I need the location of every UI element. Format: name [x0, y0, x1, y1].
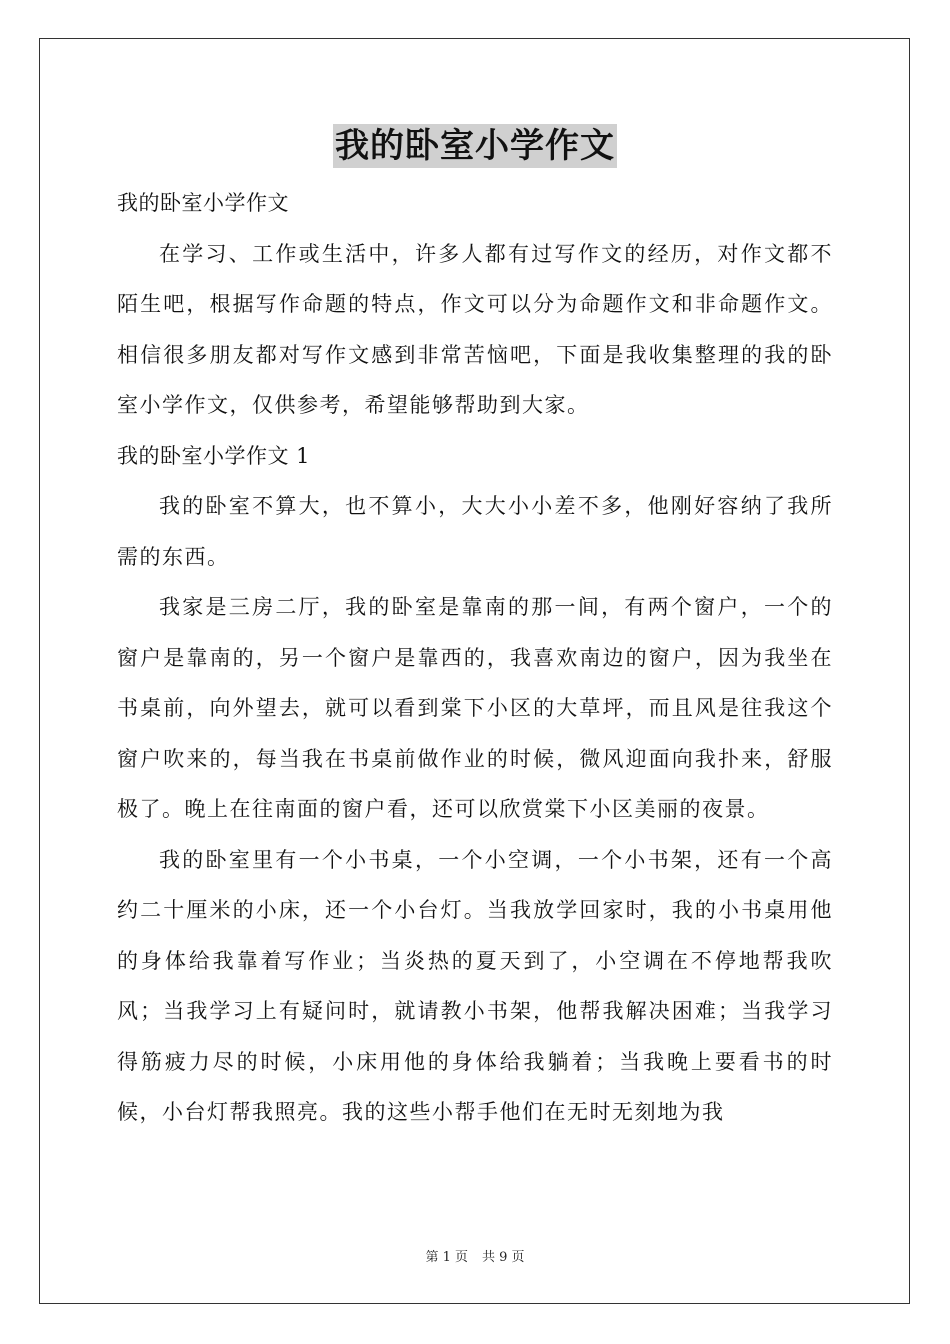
body-paragraph-1: 我的卧室不算大，也不算小，大大小小差不多，他刚好容纳了我所需的东西。 [117, 494, 833, 569]
page-number: 第 1 页 [425, 1250, 468, 1265]
document-subtitle: 我的卧室小学作文 [117, 191, 289, 215]
title-container [0, 124, 950, 168]
body-paragraph-3: 我的卧室里有一个小书桌，一个小空调，一个小书架，还有一个高约二十厘米的小床，还一个小台灯。当我放学回家时，我的小书桌用他的身体给我靠着写作业；当炎热的夏天到了，小空调在不停地帮我吹风；当我学习上有疑问时，就请教小书架，他帮我解决困难；当我学习得筋疲力尽的时候，小床用他的身体给我躺着；当我晚上要看书的时候，小台灯帮我照亮。我的这些小帮手他们在无时无刻地为我 [117, 847, 833, 1124]
page-footer [0, 1246, 950, 1265]
document-body [117, 178, 833, 1138]
document-title: 我的卧室小学作文 [335, 126, 615, 166]
page-total: 共 9 页 [482, 1250, 525, 1265]
body-paragraph-2: 我家是三房二厅，我的卧室是靠南的那一间，有两个窗户，一个的窗户是靠南的，另一个窗户是靠西的，我喜欢南边的窗户，因为我坐在书桌前，向外望去，就可以看到棠下小区的大草坪，而且风是往我这个窗户吹来的，每当我在书桌前做作业的时候，微风迎面向我扑来，舒服极了。晚上在往南面的窗户看，还可以欣赏棠下小区美丽的夜景。 [117, 595, 833, 821]
section-heading: 我的卧室小学作文 1 [117, 443, 311, 468]
intro-paragraph: 在学习、工作或生活中，许多人都有过写作文的经历，对作文都不陌生吧，根据写作命题的特点，作文可以分为命题作文和非命题作文。相信很多朋友都对写作文感到非常苦恼吧，下面是我收集整理的我的卧室小学作文，仅供参考，希望能够帮助到大家。 [117, 241, 833, 417]
